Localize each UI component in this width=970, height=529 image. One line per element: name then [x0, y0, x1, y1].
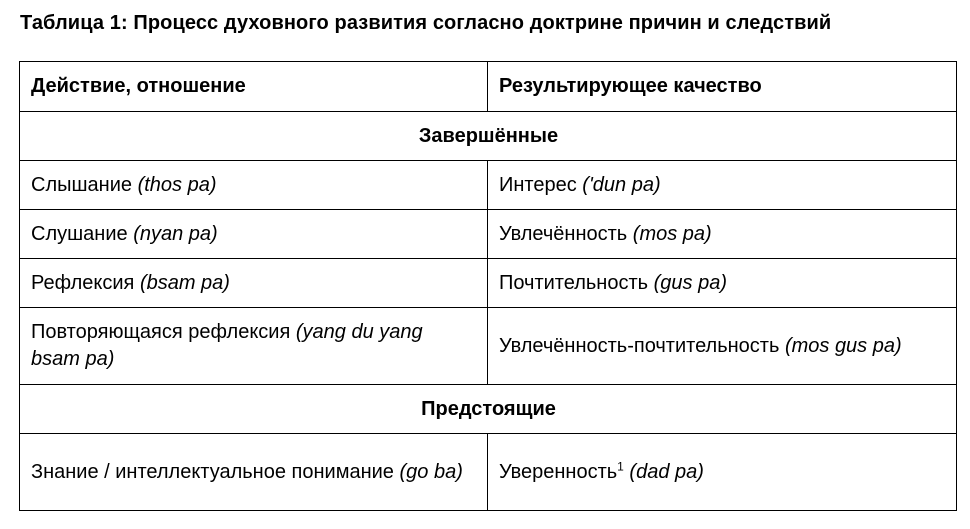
- section-title: Завершённые: [20, 112, 957, 161]
- result-term: ('dun pa): [582, 173, 661, 196]
- action-cell: [20, 434, 488, 511]
- table-row: [20, 434, 957, 511]
- action-term: (go ba): [399, 460, 463, 483]
- action-cell: [20, 210, 488, 259]
- result-label: Увлечённость-почтительность: [499, 334, 780, 357]
- table-row: [20, 308, 957, 385]
- action-label: Знание / интеллектуальное понимание: [31, 460, 394, 483]
- table-caption: Таблица 1: Процесс духовного развития согласно доктрине причин и следствий: [20, 12, 832, 34]
- result-term: (mos pa): [632, 222, 712, 245]
- action-label: Слышание: [31, 173, 132, 196]
- table-row: [20, 210, 957, 259]
- section-row-completed: [20, 112, 957, 161]
- action-label: Повторяющаяся рефлексия: [31, 321, 291, 343]
- result-label: Увлечённость: [499, 222, 628, 245]
- result-cell: [488, 210, 957, 259]
- result-term: (gus pa): [653, 271, 727, 294]
- result-label: Почтительность: [499, 271, 649, 294]
- result-cell: [488, 308, 957, 385]
- result-label: Уверенность: [499, 460, 618, 483]
- action-term: (yang du yang bsam pa): [31, 321, 423, 370]
- section-title: Предстоящие: [20, 385, 957, 434]
- table-row: [20, 259, 957, 308]
- action-term: (nyan pa): [133, 222, 218, 245]
- column-header-result: Результирующее качество: [488, 62, 957, 112]
- result-label: Интерес: [499, 173, 577, 196]
- result-term: (dad pa): [629, 460, 704, 483]
- action-cell: [20, 259, 488, 308]
- action-label: Рефлексия: [31, 271, 135, 294]
- table-row: [20, 161, 957, 210]
- action-label: Слушание: [31, 222, 128, 245]
- spiritual-development-table: [19, 61, 957, 511]
- action-cell: [20, 308, 488, 385]
- section-row-upcoming: [20, 385, 957, 434]
- result-cell: [488, 259, 957, 308]
- result-cell: [488, 434, 957, 511]
- result-cell: [488, 161, 957, 210]
- result-term: (mos gus pa): [784, 334, 902, 357]
- action-term: (bsam pa): [139, 271, 230, 294]
- footnote-marker: 1: [617, 458, 624, 473]
- column-header-action: Действие, отношение: [20, 62, 488, 112]
- table-header-row: [20, 62, 957, 112]
- action-term: (thos pa): [137, 173, 217, 196]
- action-cell: [20, 161, 488, 210]
